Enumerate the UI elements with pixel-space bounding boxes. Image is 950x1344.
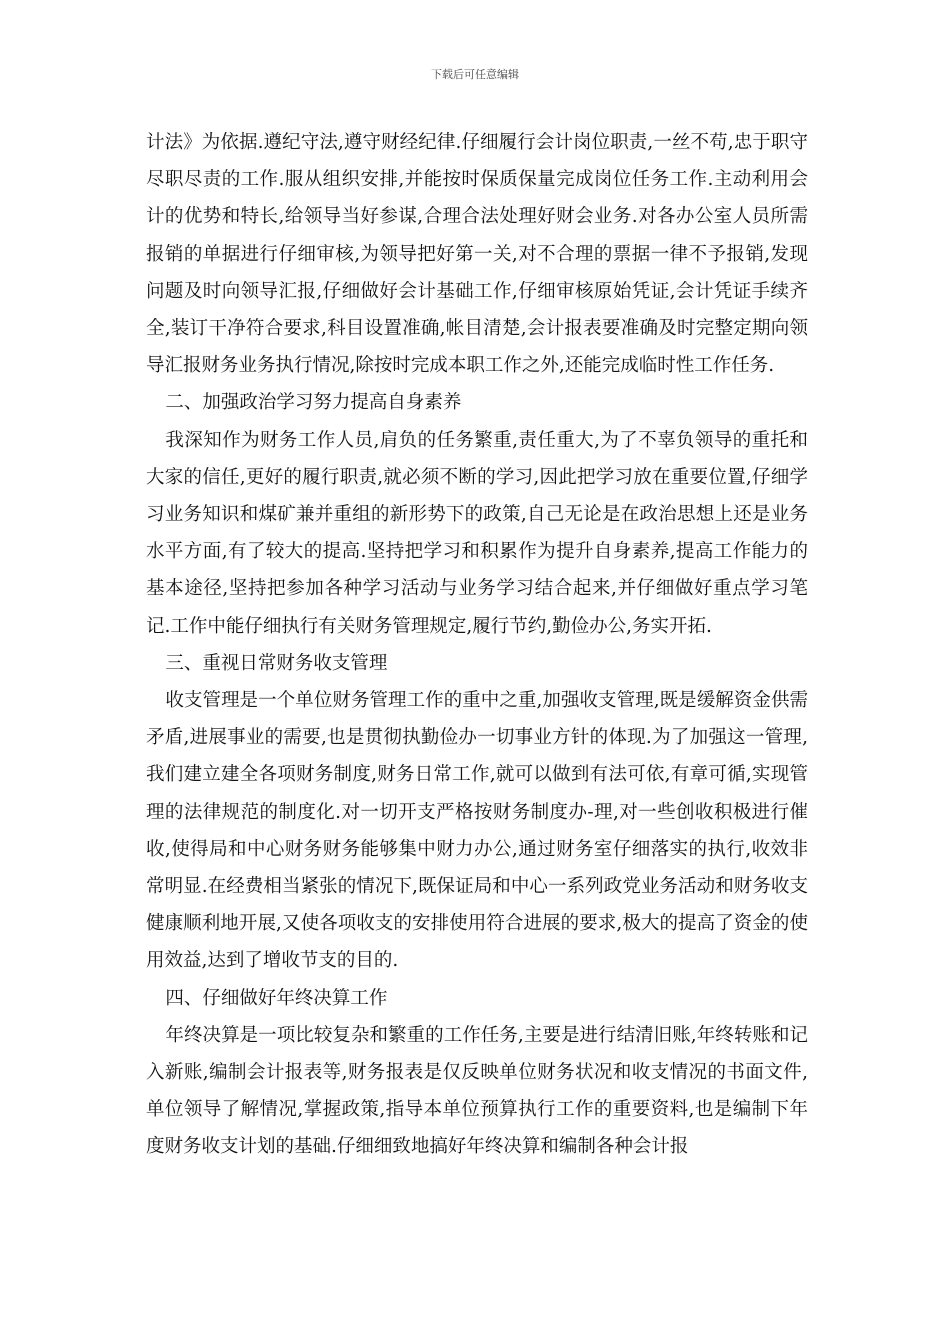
page-header: 下载后可任意编辑 — [431, 68, 519, 81]
paragraph-political-study: 我深知作为财务工作人员,肩负的任务繁重,责任重大,为了不辜负领导的重托和大家的信任,更好的履行职责,就必须不断的学习,因此把学习放在重要位置,仔细学习业务知识和煤矿兼并重组的新形势下的政策,自己无论是在政治思想上还是业务水平方面,有了较大的提高.坚持把学习和积累作为提升自身素养,提高工作能力的基本途径,坚持把参加各种学习活动与业务学习结合起来,并仔细做好重点学习笔记.工作中能仔细执行有关财务管理规定,履行节约,勤俭办公,务实开拓. — [146, 429, 808, 637]
paragraph-year-end: 年终决算是一项比较复杂和繁重的工作任务,主要是进行结清旧账,年终转账和记入新账,编制会计报表等,财务报表是仅反映单位财务状况和收支情况的书面文件,单位领导了解情况,掌握政策,指导本单位预算执行工作的重要资料,也是编制下年度财务收支计划的基础.仔细细致地搞好年终决算和编制各种会计报 — [146, 1024, 808, 1158]
paragraph-accounting-duties: 计法》为依据.遵纪守法,遵守财经纪律.仔细履行会计岗位职责,一丝不苟,忠于职守尽职尽责的工作.服从组织安排,并能按时保质保量完成岗位任务工作.主动利用会计的优势和特长,给领导当好参谋,合理合法处理好财会业务.对各办公室人员所需报销的单据进行仔细审核,为领导把好第一关,对不合理的票据一律不予报销,发现问题及时向领导汇报,仔细做好会计基础工作,仔细审核原始凭证,会计凭证手续齐全,装订干净符合要求,科目设置准确,帐目清楚,会计报表要准确及时完整定期向领导汇报财务业务执行情况,除按时完成本职工作之外,还能完成临时性工作任务. — [146, 132, 808, 377]
document-body — [146, 124, 808, 1166]
section-heading-income-expense: 三、重视日常财务收支管理 — [165, 652, 388, 674]
section-heading-year-end: 四、仔细做好年终决算工作 — [165, 987, 388, 1009]
paragraph-income-expense: 收支管理是一个单位财务管理工作的重中之重,加强收支管理,既是缓解资金供需矛盾,进展事业的需要,也是贯彻执勤俭办一切事业方针的体现.为了加强这一管理,我们建立建全各项财务制度,财务日常工作,就可以做到有法可依,有章可循,实现管理的法律规范的制度化.对一切开支严格按财务制度办-理,对一些创收积极进行催收,使得局和中心财务财务能够集中财力办公,通过财务室仔细落实的执行,收效非常明显.在经费相当紧张的情况下,既保证局和中心一系列政党业务活动和财务收支健康顺利地开展,又使各项收支的安排使用符合进展的要求,极大的提高了资金的使用效益,达到了增收节支的目的. — [146, 690, 808, 972]
section-heading-political-study: 二、加强政治学习努力提高自身素养 — [165, 392, 462, 414]
